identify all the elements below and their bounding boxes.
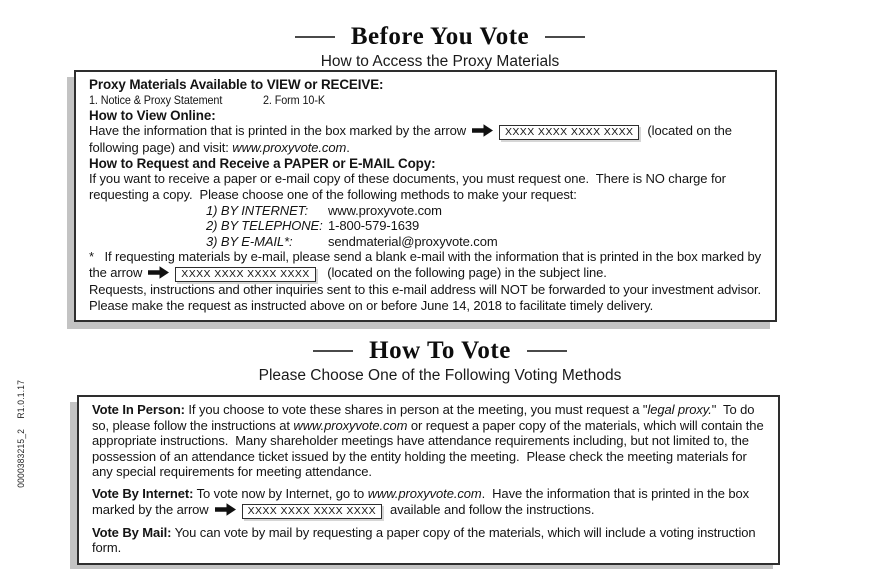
- paragraph-requests-note: Requests, instructions and other inquiries sent to this e-mail address will NOT be forwarded to your investment advisor. Please make the request as instructed above on or before June 14, 2018 to facilitate timely delivery.: [89, 281, 765, 313]
- method-label-email: 3) BY E-MAIL*:: [206, 233, 293, 249]
- arrow-right-icon: [215, 503, 236, 516]
- method-label-internet: 1) BY INTERNET:: [206, 202, 309, 218]
- paragraph-email-note: [89, 249, 765, 282]
- voting-methods-box: [77, 395, 780, 565]
- method-value-email: sendmaterial@proxyvote.com: [328, 233, 498, 249]
- vote-in-person-text-2: " To do so, please follow the instructions at: [92, 402, 758, 433]
- email-note-text-2: (located on the following page) in the subject line.: [323, 264, 607, 280]
- title-dash-right: [527, 350, 567, 352]
- vote-by-internet-text-2: . Have the information that is printed in the box marked by the arrow: [92, 485, 753, 517]
- control-number-box: XXXX XXXX XXXX XXXX: [175, 267, 315, 282]
- request-method-row-email: [206, 234, 762, 250]
- title-row: [0, 24, 880, 50]
- method-value-internet: www.proxyvote.com: [328, 202, 442, 218]
- proxyvote-url: www.proxyvote.com: [367, 485, 482, 501]
- materials-list: [89, 93, 762, 108]
- control-number-box: XXXX XXXX XXXX XXXX: [242, 504, 382, 519]
- title-row: [0, 338, 880, 364]
- heading-how-to-view-online: How to View Online:: [89, 107, 216, 123]
- vote-in-person-text-3: or request a paper copy of the materials, which will contain the appropriate instructions. Many shareholder meetings have attendance requirements including, but not limited to, the possession of an attendance ticket issued by the entity holding the meeting. Please check the meeting materials for any special requirements for meeting attendance.: [92, 417, 768, 480]
- materials-item-10k: 2. Form 10-K: [263, 92, 325, 107]
- paragraph-vote-by-mail: [92, 525, 765, 556]
- proxyvote-url: www.proxyvote.com: [232, 140, 347, 156]
- legal-proxy-term: legal proxy.: [647, 402, 712, 417]
- vote-by-internet-text-3: available and follow the instructions.: [390, 501, 595, 517]
- paragraph-vote-in-person: [92, 402, 768, 480]
- paragraph-vote-by-internet: [92, 486, 765, 519]
- control-number-box: XXXX XXXX XXXX XXXX: [499, 125, 639, 140]
- document-form-code: 0000383215_2 R1.0.1.17: [16, 379, 27, 488]
- view-online-text: Have the information that is printed in the box marked by the arrow: [89, 123, 466, 139]
- section-subtitle-voting-methods: Please Choose One of the Following Voting Methods: [258, 367, 622, 384]
- vote-by-mail-label: Vote By Mail:: [92, 524, 172, 540]
- title-dash-left: [313, 350, 353, 352]
- heading-proxy-materials: Proxy Materials Available to VIEW or RECEIVE:: [89, 77, 384, 92]
- view-online-period: .: [346, 140, 350, 156]
- vote-by-mail-text: You can vote by mail by requesting a paper copy of the materials, which will include a voting instruction form.: [92, 524, 760, 556]
- request-method-row-internet: [206, 203, 762, 219]
- vote-in-person-label: Vote In Person:: [92, 402, 185, 417]
- title-dash-left: [295, 36, 335, 38]
- view-online-text-2: (located on the following page) and visit:: [89, 123, 736, 156]
- proxyvote-url: www.proxyvote.com: [293, 417, 408, 433]
- arrow-right-icon: [472, 124, 493, 137]
- section-header-how-to-vote: [0, 338, 880, 384]
- method-value-telephone: 1-800-579-1639: [328, 218, 420, 234]
- section-header-before-you-vote: [0, 24, 880, 70]
- vote-in-person-text-1: If you choose to vote these shares in person at the meeting, you must request a ": [184, 402, 648, 417]
- proxy-materials-box: [74, 70, 777, 322]
- vote-by-internet-label: Vote By Internet:: [92, 485, 194, 501]
- email-note-text: * If requesting materials by e-mail, please send a blank e-mail with the information that is printed in the box marked by the arrow: [89, 249, 765, 280]
- materials-item-notice: 1. Notice & Proxy Statement: [89, 92, 223, 107]
- vote-by-internet-text-1: To vote now by Internet, go to: [193, 485, 368, 501]
- paragraph-view-online: [89, 123, 762, 156]
- paragraph-request-intro: If you want to receive a paper or e-mail copy of these documents, you must request one. There is NO charge for requesting a copy. Please choose one of the following methods to make your request:: [89, 171, 730, 202]
- method-label-telephone: 2) BY TELEPHONE:: [206, 218, 323, 234]
- arrow-right-icon: [148, 266, 169, 279]
- section-subtitle-access-materials: How to Access the Proxy Materials: [320, 53, 560, 70]
- request-methods-list: [206, 203, 762, 250]
- heading-request-copy: How to Request and Receive a PAPER or E-MAIL Copy:: [89, 155, 436, 171]
- section-title-before-you-vote: Before You Vote: [350, 23, 530, 50]
- request-method-row-telephone: [206, 218, 762, 234]
- section-title-how-to-vote: How To Vote: [369, 337, 511, 364]
- title-dash-right: [545, 36, 585, 38]
